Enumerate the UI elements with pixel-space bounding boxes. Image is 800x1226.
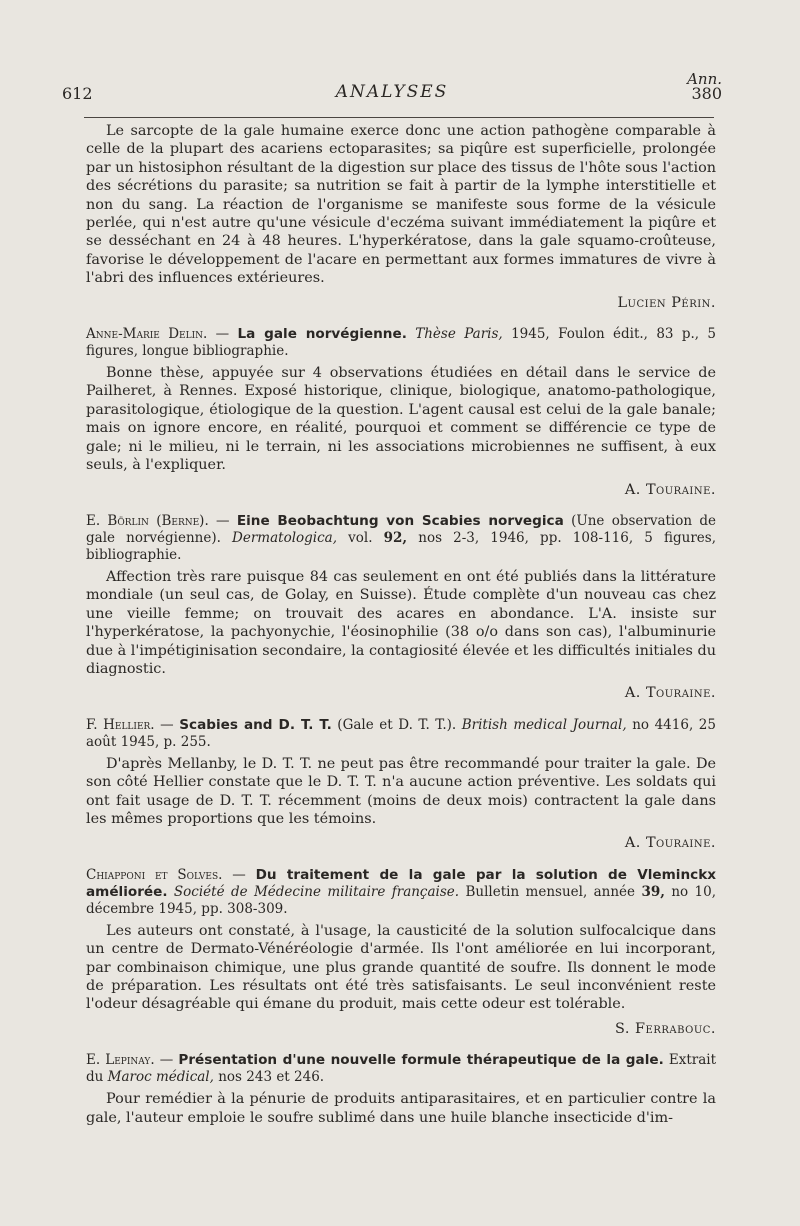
entry-title: Scabies and D. T. T. [179, 716, 332, 733]
signature: S. Ferrabouc. [615, 1020, 716, 1037]
reference [86, 326, 716, 360]
review-entry [86, 513, 716, 703]
source-volume-label: vol. [348, 529, 373, 546]
dash: — [216, 512, 230, 529]
reference [86, 717, 716, 751]
source-details: 1945, Foulon édit., 83 p., 5 figures, longue bibliographie. [86, 326, 717, 360]
entry-text: Affection très rare puisque 84 cas seulement en ont été publiés dans la littérature mondiale (un seul cas, de Golay, en Suisse). Étude complète d'un nouveau cas chez une vieille femme; on trouvait des acares en abondance. L'A. insiste sur l'hyperkératose, la pachyonychie, l'éosinophilie (38 o/o dans son cas), l'albuminurie due à l'impétiginisation secondaire, la contagiosité élevée et les difficultés initiales du diagnostic. [86, 568, 716, 677]
dash: — [159, 1052, 174, 1069]
entry-text: D'après Mellanby, le D. T. T. ne peut pas être recommandé pour traiter la gale. De son côté Hellier constate que le D. T. T. n'a aucune action préventive. Les soldats qui ont fait usage de D. T. T. récemment (moins de deux mois) contractent la gale dans les mêmes proportions que les témoins. [86, 755, 716, 827]
source-volume: 39, [641, 883, 665, 900]
review-entry [86, 717, 716, 853]
source-prefix: Extrait du [86, 1052, 717, 1086]
source-volume: 92, [383, 529, 408, 546]
author: F. Hellier. [86, 716, 155, 733]
source-details: no 10, décembre 1945, pp. 308-309. [86, 883, 717, 917]
author: Anne-Marie Delin. [86, 326, 208, 343]
source: Dermatologica, [232, 529, 338, 546]
reference [86, 867, 716, 918]
review-entry [86, 867, 716, 1038]
intro-paragraph: Le sarcopte de la gale humaine exerce donc une action pathogène comparable à celle de la plupart des acariens ectoparasites; sa piqûre est superficielle, prolongée par un histosiphon résultant de la digestion sur place des tissus de l'hôte sous l'action des sécrétions du parasite; sa nutrition se fait à partir de la lymphe interstitielle et non du sang. La réaction de l'organisme se manifeste sous forme de la vésicule perlée, qui n'est autre qu'une vésicule d'eczéma suivant immédiatement la piqûre et se desséchant en 24 à 48 heures. L'hyperkératose, dans la gale squamo-croûteuse, favorise le développement de l'acare en permettant aux formes immatures de vivre à l'abri des influences extérieures. [86, 123, 716, 287]
translation: (Une observation de gale norvégienne). [86, 512, 716, 546]
page-number-right: 380 [691, 84, 722, 103]
journal-abbrev: Ann. [687, 70, 722, 88]
review-entry [86, 326, 716, 499]
translation: (Gale et D. T. T.). [337, 716, 457, 733]
signature: A. Touraine. [624, 481, 716, 498]
signature: Lucien Périn. [617, 294, 716, 311]
entry-title: La gale norvégienne. [237, 326, 407, 343]
source-details: nos 243 et 246. [218, 1069, 325, 1086]
entry-text: Pour remédier à la pénurie de produits antiparasitaires, et en particulier contre la gale, l'auteur emploie le soufre sublimé dans une huile blanche insecticide d'im- [86, 1091, 716, 1126]
entry-text: Bonne thèse, appuyée sur 4 observations étudiées en détail dans le service de Pailheret, à Rennes. Exposé historique, clinique, biologique, anatomo-pathologique, parasitologique, étiologique de la question. L'agent causal est celui de la gale banale; mais on ignore encore, en réalité, pourquoi et comment se différencie ce type de gale; ni le milieu, ni le terrain, ni les associations microbiennes ne suffisent, à eux seuls, à l'expliquer. [86, 365, 716, 474]
source: Thèse Paris, [415, 326, 503, 343]
source-details: nos 2-3, 1946, pp. 108-116, 5 figures, bibliographie. [86, 529, 716, 563]
running-header [62, 70, 722, 110]
source-bulletin: Bulletin mensuel, année [465, 883, 636, 900]
review-entry [86, 1052, 716, 1127]
author: Chiapponi et Solves. [86, 866, 223, 883]
header-rule [84, 117, 714, 118]
author: E. Lepinay. [86, 1052, 155, 1069]
entry-title: Présentation d'une nouvelle formule thérapeutique de la gale. [178, 1052, 664, 1069]
entry-title: Du traitement de la gale par la solution de Vleminckx améliorée. [86, 866, 717, 900]
source: British medical Journal, [461, 716, 627, 733]
reference [86, 513, 716, 564]
dash: — [215, 326, 230, 343]
source-details: no 4416, 25 août 1945, p. 255. [86, 716, 716, 750]
page-number-left: 612 [62, 84, 93, 103]
dash: — [232, 866, 246, 883]
dash: — [160, 716, 174, 733]
source: Société de Médecine militaire française. [173, 883, 460, 900]
article-body [86, 122, 716, 1127]
author: E. Börlin (Berne). [86, 512, 209, 529]
signature: A. Touraine. [624, 685, 716, 702]
entry-title: Eine Beobachtung von Scabies norvegica [236, 512, 564, 529]
section-title: ANALYSES [335, 82, 449, 102]
entry-text: Les auteurs ont constaté, à l'usage, la causticité de la solution sulfocalcique dans un centre de Dermato-Vénéréologie d'armée. Ils l'ont améliorée en lui incorporant, par combinaison chimique, une plus grande quantité de soufre. Ils donnent le mode de préparation. Les résultats ont été très satisfaisants. Le seul inconvénient reste l'odeur désagréable qui émane du produit, mais cette odeur est tolérable. [86, 922, 716, 1013]
reference [86, 1052, 716, 1086]
source: Maroc médical, [107, 1069, 214, 1086]
signature: A. Touraine. [624, 835, 716, 852]
